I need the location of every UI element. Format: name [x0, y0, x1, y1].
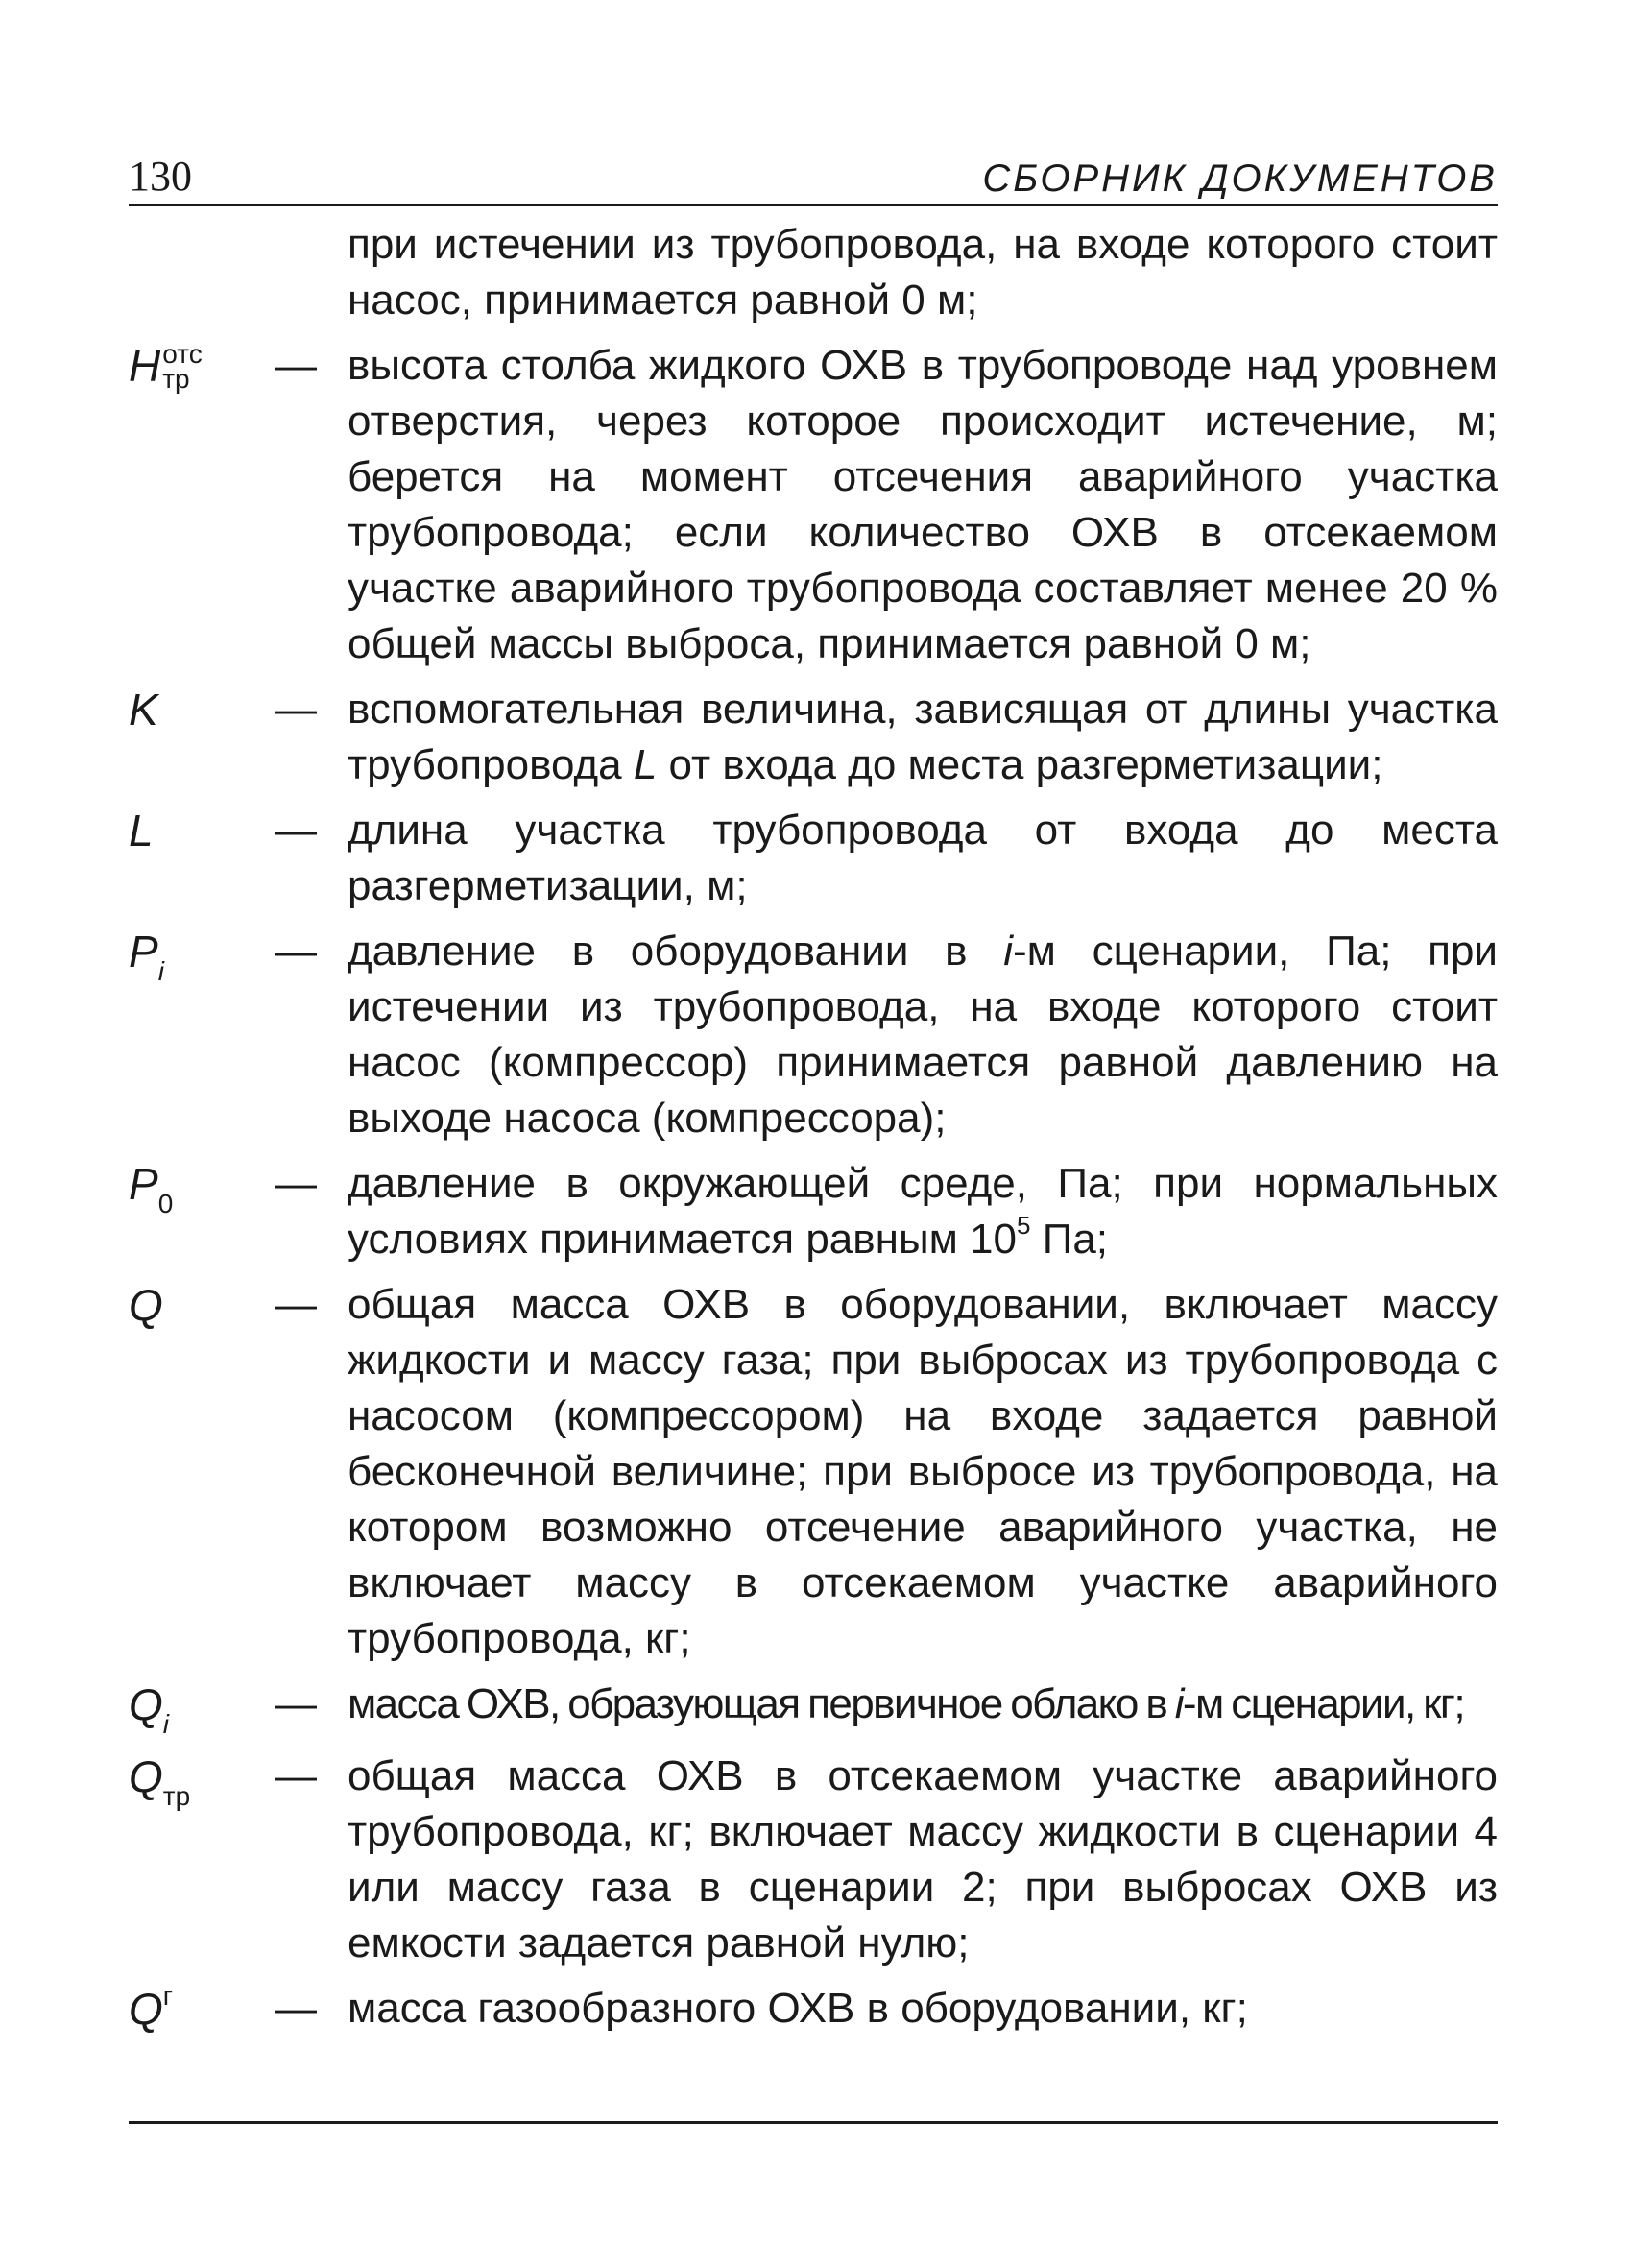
symbol-q-i	[129, 1677, 275, 1739]
definition-text: масса газообразного ОХВ в оборудовании, кг;	[348, 1985, 1248, 2032]
symbol-sub: тр	[162, 364, 190, 394]
page-header	[129, 144, 1498, 204]
definition-entry	[129, 1749, 1498, 1971]
symbol-base: Q	[129, 1984, 163, 2034]
symbol-sup: г	[162, 1981, 173, 2011]
symbol-base: P	[129, 1159, 158, 1209]
symbol-p-i	[129, 924, 275, 986]
definition-text	[348, 924, 1498, 1146]
symbol-sup: отс	[162, 339, 203, 369]
em-dash: —	[275, 342, 317, 389]
symbol-h-otc-tr	[129, 338, 275, 394]
footer-rule	[129, 2121, 1498, 2124]
symbol-l	[129, 803, 275, 858]
em-dash: —	[275, 1985, 317, 2032]
definition-entry	[129, 1277, 1498, 1667]
inline-variable: L	[633, 741, 658, 788]
definition-entry	[129, 924, 1498, 1146]
em-dash: —	[275, 1160, 317, 1207]
symbol-p-0	[129, 1156, 275, 1218]
symbol-q-tr	[129, 1749, 275, 1811]
text-part: Па;	[1030, 1216, 1109, 1263]
em-dash: —	[275, 928, 317, 975]
symbol-base: Q	[129, 1280, 163, 1330]
definition-text: общая масса ОХВ в оборудовании, включает массу жидкости и массу газа; при выбросах из трубопровода с насосом (компрессором) на входе задается равной бесконечной величине; при выбросе из трубопровода, на котором возможно отсечение аварийного участка, не включает массу в отсекаемом участке аварийного трубопровода, кг;	[348, 1281, 1498, 1662]
definition-text: общая масса ОХВ в отсекаемом участке аварийного трубопровода, кг; включает массу жидкости в сценарии 4 или массу газа в сценарии 2; при выбросах ОХВ из емкости задается равной нулю;	[348, 1752, 1498, 1966]
definition-text: высота столба жидкого ОХВ в трубопроводе над уровнем отверстия, через которое происходит истечение, м; берется на момент отсечения аварийного участка трубопровода; если количество ОХВ в отсекаемом участке аварийного трубопровода составляет менее 20 % общей массы выброса, принимается равной 0 м;	[348, 342, 1498, 667]
header-rule	[129, 204, 1498, 206]
symbol-base: Q	[129, 1679, 163, 1729]
symbol-sub: i	[162, 1709, 170, 1739]
em-dash: —	[275, 1752, 317, 1799]
text-part: от входа до места разгерметизации;	[657, 741, 1383, 788]
symbol-base: P	[129, 927, 158, 977]
text-part: давление в окружающей среде, Па; при нормальных условиях принимается равным 10	[348, 1160, 1498, 1263]
exponent: 5	[1017, 1211, 1031, 1241]
symbol-base: Q	[129, 1751, 163, 1801]
page-number: 130	[129, 153, 192, 200]
inline-variable: i	[1003, 928, 1013, 975]
symbol-sub: i	[157, 956, 164, 986]
symbol-q-g	[129, 1981, 275, 2043]
definition-entry	[129, 338, 1498, 672]
em-dash: —	[275, 1281, 317, 1328]
em-dash: —	[275, 686, 317, 733]
definition-text	[348, 1156, 1498, 1267]
symbol-sub: тр	[162, 1781, 191, 1811]
symbol-sub: 0	[157, 1189, 174, 1218]
symbol-base: L	[129, 806, 154, 856]
definitions-list	[129, 217, 1498, 2043]
text-part: давление в оборудовании в	[348, 928, 1004, 975]
definition-text	[348, 1677, 1498, 1732]
text-part: -м сценарии, Па; при истечении из трубопровода, на входе которого стоит насос (компрессор) принимается равной давлению на выходе насоса (компрессора);	[348, 928, 1499, 1142]
definition-entry	[129, 682, 1498, 793]
symbol-base: K	[129, 685, 158, 735]
running-title: СБОРНИК ДОКУМЕНТОВ	[982, 157, 1498, 200]
definition-text	[348, 682, 1498, 793]
definition-text: длина участка трубопровода от входа до места разгерметизации, м;	[348, 807, 1498, 909]
symbol-q	[129, 1277, 275, 1333]
symbol-scripts	[162, 339, 203, 394]
symbol-k	[129, 682, 275, 737]
definition-entry	[129, 803, 1498, 914]
symbol-base: H	[129, 341, 161, 391]
text-part: масса ОХВ, образующая первичное облако в	[348, 1680, 1175, 1727]
continuation-text: при истечении из трубопровода, на входе которого стоит насос, принимается равной 0 м;	[348, 221, 1498, 324]
definition-entry	[129, 1156, 1498, 1267]
definition-entry	[129, 1981, 1498, 2043]
text-part: вспомогательная величина, зависящая от длины участка трубопровода	[348, 686, 1498, 788]
em-dash: —	[275, 807, 317, 854]
definition-entry	[129, 1677, 1498, 1739]
em-dash: —	[275, 1680, 317, 1727]
inline-variable: i	[1174, 1680, 1183, 1727]
text-part: -м сценарии, кг;	[1182, 1680, 1464, 1727]
